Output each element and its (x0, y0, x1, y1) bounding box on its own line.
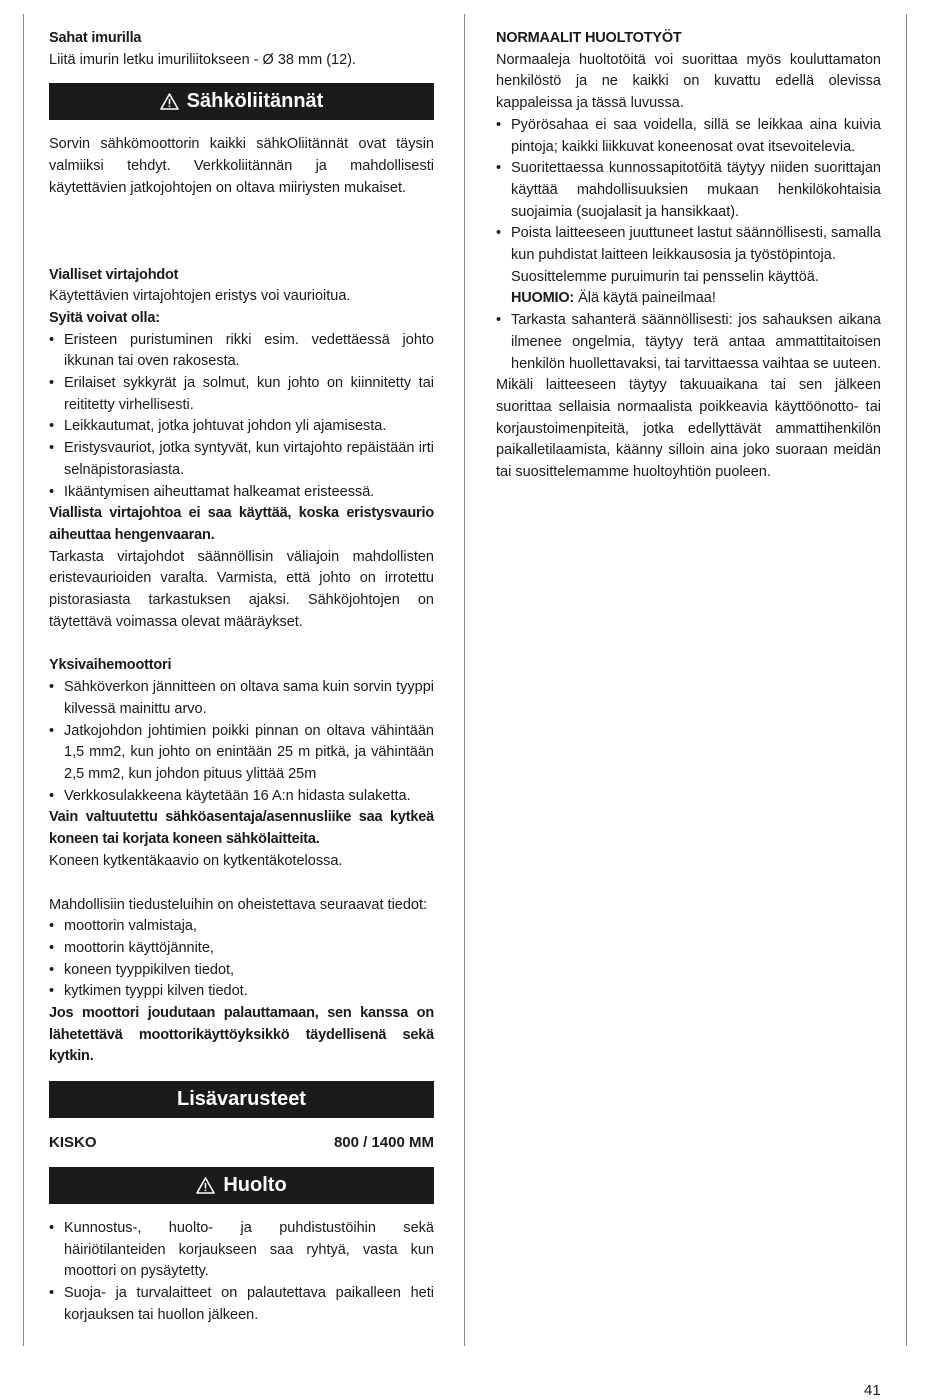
huomio-label: HUOMIO: (511, 290, 575, 307)
list-item-extra: Suosittelemme puruimurin tai pensselin käyttöä. (511, 268, 819, 285)
list-item: • Jatkojohdon johtimien poikki pinnan on oltava vähintään 1,5 mm2, kun johto on enintään 25 m pitkä, ja vähintään 2,5 mm2, kun johdon pituus ylittää 25m (49, 721, 434, 786)
viallista-warning: Viallista virtajohtoa ei saa käyttää, koska eristysvaurio aiheuttaa hengenvaaran. (49, 505, 434, 543)
left-margin-rule (23, 14, 24, 1346)
right-margin-rule (906, 14, 907, 1346)
section-title-huolto: Huolto (223, 1173, 287, 1196)
list-item: • moottorin käyttöjännite, (49, 938, 434, 960)
syita-heading: Syitä voivat olla: (49, 309, 160, 326)
list-item: • Tarkasta sahanterä säännöllisesti: jos sahauksen aikana ilmenee ongelmia, täytyy terä antaa ammattitaitoisen henkilön huollettavaksi, tai tarvittaessa vaihtaa se uuteen. (496, 310, 881, 375)
list-item: • kytkimen tyyppi kilven tiedot. (49, 981, 434, 1003)
list-item: • Verkkosulakkeena käytetään 16 A:n hidasta sulaketta. (49, 786, 434, 808)
section-bar-sahkoliitannat (49, 83, 434, 120)
list-item: • moottorin valmistaja, (49, 916, 434, 938)
mahd-text: Mahdollisiin tiedusteluihin on oheistettava seuraavat tiedot: (49, 896, 428, 913)
list-item: • Leikkautumat, jotka johtuvat johdon yli ajamisesta. (49, 416, 434, 438)
normaalit-heading: NORMAALIT HUOLTOTYÖT (496, 30, 682, 46)
normaalit-text: Normaaleja huoltotöitä voi suorittaa myös kouluttamaton henkilöstö ja ne kaikki on kuvattu edellä olevissa kappaleissa ja tässä luvussa. (496, 51, 881, 112)
section-bar-lisavarusteet (49, 1081, 434, 1118)
sahko-text: Sorvin sähkömoottorin kaikki sähkOliitännät ovat täysin valmiiksi tehdyt. Verkkoliitännän ja mahdollisesti käytettävien jatkojohtojen on oltava miiriysten mukaiset. (49, 136, 434, 196)
list-item: • Eristeen puristuminen rikki esim. vedettäessä johto ikkunan tai oven rakosesta. (49, 330, 434, 373)
list-item: • Ikääntymisen aiheuttamat halkeamat eristeessä. (49, 482, 434, 504)
yksivaihe-heading: Yksivaihemoottori (49, 657, 172, 674)
tarkasta-text: Tarkasta virtajohdot säännöllisin väliajoin mahdollisten eristevaurioiden varalta. Varmista, että johto on irrotettu pistorasiasta tarkastuksen ajaksi. Sähköjohtojen on täytettävä voimassa olevat määräykset. (49, 548, 434, 630)
mahd-list (49, 916, 434, 1003)
koneen-text: Koneen kytkentäkaavio on kytkentäkotelossa. (49, 852, 343, 869)
kisko-label: KISKO (49, 1134, 97, 1152)
list-item: • Erilaiset sykkyrät ja solmut, kun johto on kiinnitetty tai reititetty virhellisesti. (49, 373, 434, 416)
list-item: • Eristysvauriot, jotka syntyvät, kun virtajohto repäistään irti selnäpistorasiasta. (49, 438, 434, 481)
vialliset-heading: Vialliset virtajohdot (49, 266, 179, 283)
syita-list (49, 330, 434, 504)
normaalit-list (496, 115, 881, 375)
section-title-sahkoliitannat: Sähköliitännät (186, 90, 324, 113)
left-column (49, 28, 434, 1326)
mikali-text: Mikäli laitteeseen täytyy takuuaikana tai sen jälkeen suorittaa sellaisia normaalista poikkeavia käyttöönotto- tai korjaustoimenpiteitä, jotka edellyttävät ammattihenkilön paikalletilaamista, käänny silloin aina joko suoraan meidän tai suosittelemamme huoltoyhtiön puoleen. (496, 377, 881, 481)
column-divider-rule (464, 14, 465, 1346)
right-column (496, 28, 881, 484)
list-item: • koneen tyyppikilven tiedot, (49, 960, 434, 982)
kisko-value: 800 / 1400 MM (333, 1134, 434, 1152)
list-item: • Suoja- ja turvalaitteet on palautettava paikalleen heti korjauksen tai huollon jälkeen. (49, 1283, 434, 1326)
page-number: 41 (864, 1382, 881, 1399)
list-item: • Sähköverkon jännitteen on oltava sama kuin sorvin tyyppi kilvessä mainittu arvo. (49, 677, 434, 720)
huolto-list (49, 1218, 434, 1327)
jos-warning: Jos moottori joudutaan palauttamaan, sen kanssa on lähetettävä moottorikäyttöyksikkö täydellisenä sekä kytkin. (49, 1005, 434, 1065)
warning-icon (196, 1177, 215, 1194)
sahat-heading: Sahat imurilla (49, 30, 142, 46)
list-item-text: Poista laitteeseen juuttuneet lastut säännöllisesti, samalla kun puhdistat laitteen leikkausosia ja työstöpintoja. (511, 225, 881, 264)
list-item: • Suoritettaessa kunnossapitotöitä täytyy niiden suorittajan käyttää mahdollisuuksien mukaan henkilökohtaisia suojaimia (suojalasit ja hansikkaat). (496, 158, 881, 223)
sahat-text: Liitä imurin letku imuriliitokseen - Ø 38 mm (12). (49, 51, 357, 68)
warning-icon (160, 93, 179, 110)
section-bar-huolto (49, 1167, 434, 1204)
vialliset-text: Käytettävien virtajohtojen eristys voi vaurioitua. (49, 288, 351, 305)
list-item (496, 223, 881, 310)
list-item: • Pyörösahaa ei saa voidella, sillä se leikkaa aina kuivia pintoja; kaikki liikkuvat koneenosat ovat itsevoitelevia. (496, 115, 881, 158)
huomio-text: Älä käytä paineilmaa! (574, 290, 716, 307)
yksivaihe-list (49, 677, 434, 807)
kisko-row (49, 1132, 434, 1154)
section-title-lisavarusteet: Lisävarusteet (177, 1088, 306, 1111)
vain-warning: Vain valtuutettu sähköasentaja/asennusliike saa kytkeä koneen tai korjata koneen sähkölaitteita. (49, 809, 434, 848)
list-item: • Kunnostus-, huolto- ja puhdistustöihin sekä häiriötilanteiden korjaukseen saa ryhtyä, vasta kun moottori on pysäytetty. (49, 1218, 434, 1283)
